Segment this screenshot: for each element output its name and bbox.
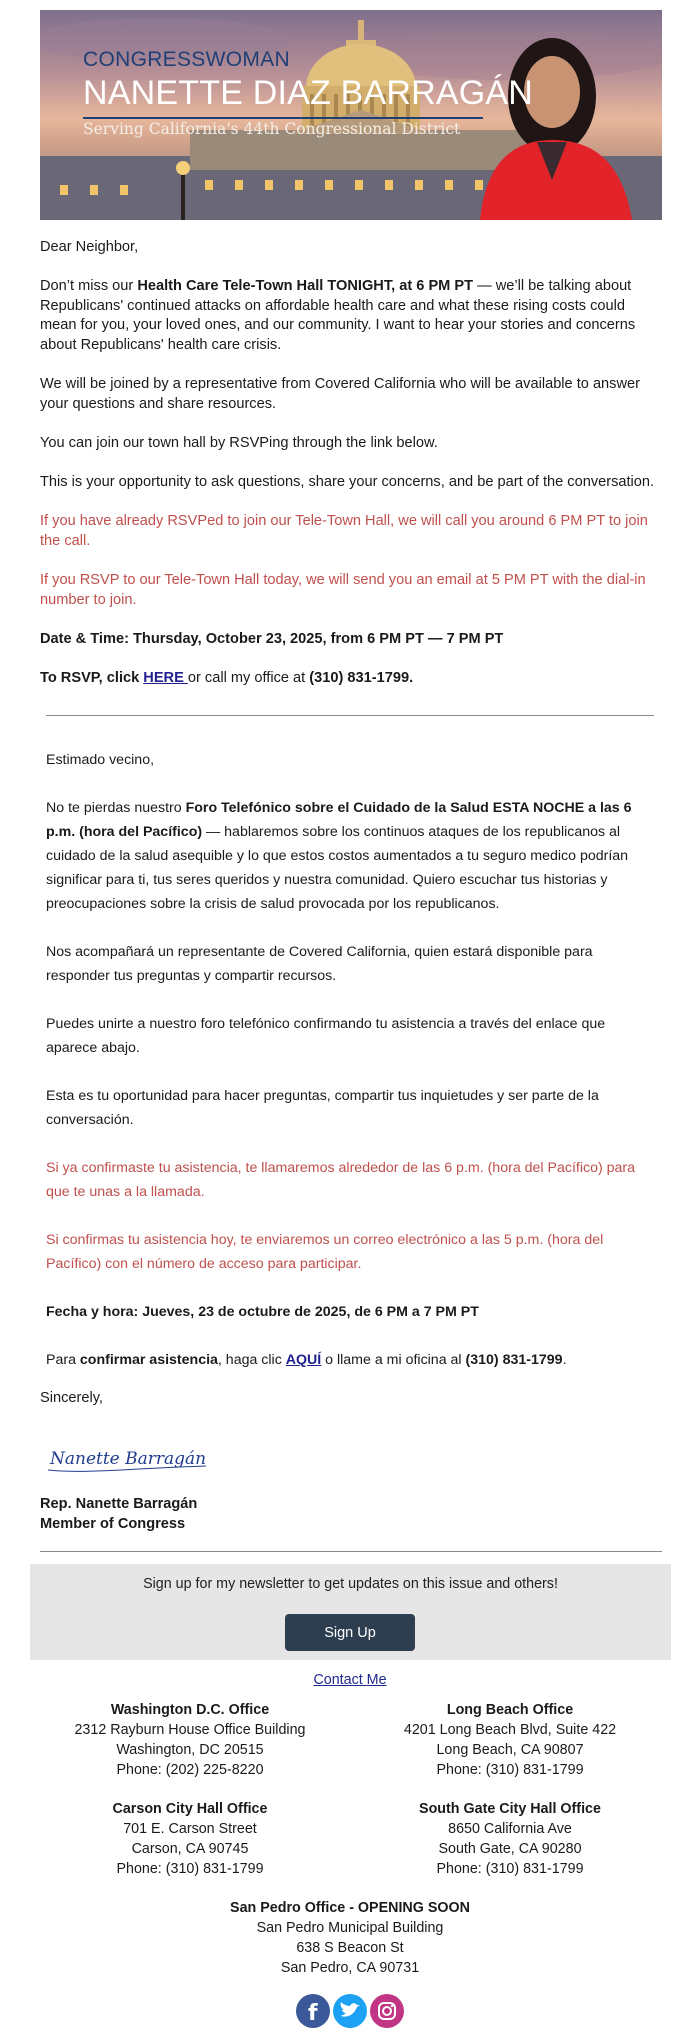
paragraph-es-2: Nos acompañará un representante de Covered California, quien estará disponible para responder tus preguntas y compartir recursos. (46, 944, 593, 984)
signature-text: Nanette Barragán (50, 1449, 207, 1469)
text: No te pierdas nuestro (46, 800, 186, 816)
office-title: Carson City Hall Office (112, 1801, 268, 1817)
office-phone: Phone: (202) 225-8220 (116, 1762, 264, 1778)
banner-title-prefix: CONGRESSWOMAN (83, 48, 290, 71)
datetime-en: Date & Time: Thursday, October 23, 2025, from 6 PM PT — 7 PM PT (40, 631, 504, 647)
sign-off: Sincerely, (40, 1390, 103, 1406)
capitol-illustration (40, 10, 662, 220)
text: confirmar asistencia (79, 1352, 218, 1368)
phone-number-es: (310) 831-1799 (465, 1352, 563, 1368)
office-phone: Phone: (310) 831-1799 (436, 1762, 584, 1778)
office-title: Long Beach Office (446, 1702, 574, 1718)
office-line: 701 E. Carson Street (123, 1821, 257, 1837)
paragraph-en-4: This is your opportunity to ask questions, share your concerns, and be part of the conversation. (40, 474, 655, 490)
signer-name: Rep. Nanette Barragán (40, 1496, 198, 1512)
sign-up-button[interactable]: Sign Up (285, 1614, 415, 1651)
footer-divider (40, 1551, 662, 1552)
text: — we’ll be talking about Republicans' continued attacks on affordable health care and what these rising costs could mean for you, your loved ones, and our community. I want to hear your stories and concerns about Republicans' health care crisis. (40, 278, 636, 353)
paragraph-es-1 (46, 796, 658, 916)
paragraph-en-1 (40, 277, 656, 355)
notice-en-1: If you have already RSVPed to join our Tele-Town Hall, we will call you around 6 PM PT to join the call. (40, 513, 648, 549)
paragraph-es-3: Puedes unirte a nuestro foro telefónico confirmando tu asistencia a través del enlace que aparece abajo. (46, 1016, 606, 1056)
datetime-es: Fecha y hora: Jueves, 23 de octubre de 2025, de 6 PM a 7 PM PT (46, 1304, 479, 1320)
text: . (562, 1352, 567, 1368)
office-phone: Phone: (310) 831-1799 (436, 1861, 584, 1877)
rsvp-link-es[interactable]: AQUÍ (285, 1352, 322, 1368)
event-highlight-es: Foro Telefónico sobre el Cuidado de la Salud ESTA NOCHE a las 6 p.m. (hora del Pacífico) (46, 800, 632, 840)
newsletter-box (30, 1564, 671, 1660)
office-line: 4201 Long Beach Blvd, Suite 422 (403, 1722, 617, 1738)
office-long-beach (360, 1700, 660, 1780)
contact-me-link[interactable]: Contact Me (313, 1672, 387, 1688)
office-line: 8650 California Ave (448, 1821, 572, 1837)
signer-title: Member of Congress (40, 1516, 186, 1532)
facebook-icon[interactable] (296, 1994, 330, 2028)
notice-es-2: Si confirmas tu asistencia hoy, te enviaremos un correo electrónico a las 5 p.m. (hora del Pacífico) con el número de acceso para participar. (46, 1232, 604, 1272)
office-line: San Pedro Municipal Building (256, 1920, 444, 1936)
banner-divider (83, 117, 483, 119)
event-highlight: Health Care Tele-Town Hall TONIGHT, at 6 PM PT (137, 278, 474, 294)
twitter-icon[interactable] (333, 1994, 367, 2028)
text: or call my office at (187, 670, 310, 686)
text: To RSVP, click (40, 670, 144, 686)
text: Don’t miss our (40, 278, 138, 294)
rsvp-link-en[interactable]: HERE (143, 670, 188, 686)
office-line: 2312 Rayburn House Office Building (74, 1722, 306, 1738)
text: — hablaremos sobre los continuos ataques de los republicanos al cuidado de la salud asequible y lo que estos costos aumentados a tu seguro medico podrían significar para ti, tus seres queridos y nuestra comunidad. Quiero escuchar tus historias y preocupaciones sobre la crisis de salud provocada por los republicanos. (46, 824, 629, 912)
office-title: San Pedro Office - OPENING SOON (230, 1900, 470, 1916)
banner-name: NANETTE DIAZ BARRAGÁN (83, 74, 534, 112)
notice-es-1: Si ya confirmaste tu asistencia, te llamaremos alrededor de las 6 p.m. (hora del Pacífico) para que te unas a la llamada. (46, 1160, 636, 1200)
section-divider (46, 715, 654, 716)
office-washington (40, 1700, 340, 1780)
office-title: Washington D.C. Office (110, 1702, 270, 1718)
text: , haga clic (217, 1352, 286, 1368)
rsvp-en (40, 669, 656, 689)
office-line: San Pedro, CA 90731 (280, 1960, 420, 1976)
paragraph-es-4: Esta es tu oportunidad para hacer preguntas, compartir tus inquietudes y ser parte de la conversación. (46, 1088, 599, 1128)
text: o llame a mi oficina al (321, 1352, 466, 1368)
office-carson (40, 1799, 340, 1879)
office-line: Carson, CA 90745 (131, 1841, 249, 1857)
banner-tagline: Serving California's 44th Congressional District (83, 120, 461, 138)
paragraph-en-3: You can join our town hall by RSVPing through the link below. (40, 435, 438, 451)
greeting-en: Dear Neighbor, (40, 239, 139, 255)
contact-row (0, 1672, 700, 1688)
office-phone: Phone: (310) 831-1799 (116, 1861, 264, 1877)
svg-text:f: f (308, 2001, 318, 2026)
notice-en-2: If you RSVP to our Tele-Town Hall today, we will send you an email at 5 PM PT with the dial-in number to join. (40, 572, 646, 608)
rsvp-es (46, 1348, 658, 1372)
office-south-gate (360, 1799, 660, 1879)
instagram-icon[interactable] (370, 1994, 404, 2028)
office-title: South Gate City Hall Office (419, 1801, 601, 1817)
office-line: Long Beach, CA 90807 (436, 1742, 584, 1758)
greeting-es: Estimado vecino, (46, 752, 155, 768)
office-san-pedro (200, 1898, 500, 1978)
header-banner (40, 10, 662, 220)
signature-image (46, 1440, 216, 1476)
paragraph-en-2: We will be joined by a representative from Covered California who will be available to answer your questions and share resources. (40, 376, 640, 412)
office-line: South Gate, CA 90280 (438, 1841, 582, 1857)
office-line: Washington, DC 20515 (116, 1742, 264, 1758)
text: Para (46, 1352, 80, 1368)
newsletter-text: Sign up for my newsletter to get updates on this issue and others! (143, 1576, 558, 1592)
office-line: 638 S Beacon St (296, 1940, 404, 1956)
phone-number: (310) 831-1799. (309, 670, 414, 686)
